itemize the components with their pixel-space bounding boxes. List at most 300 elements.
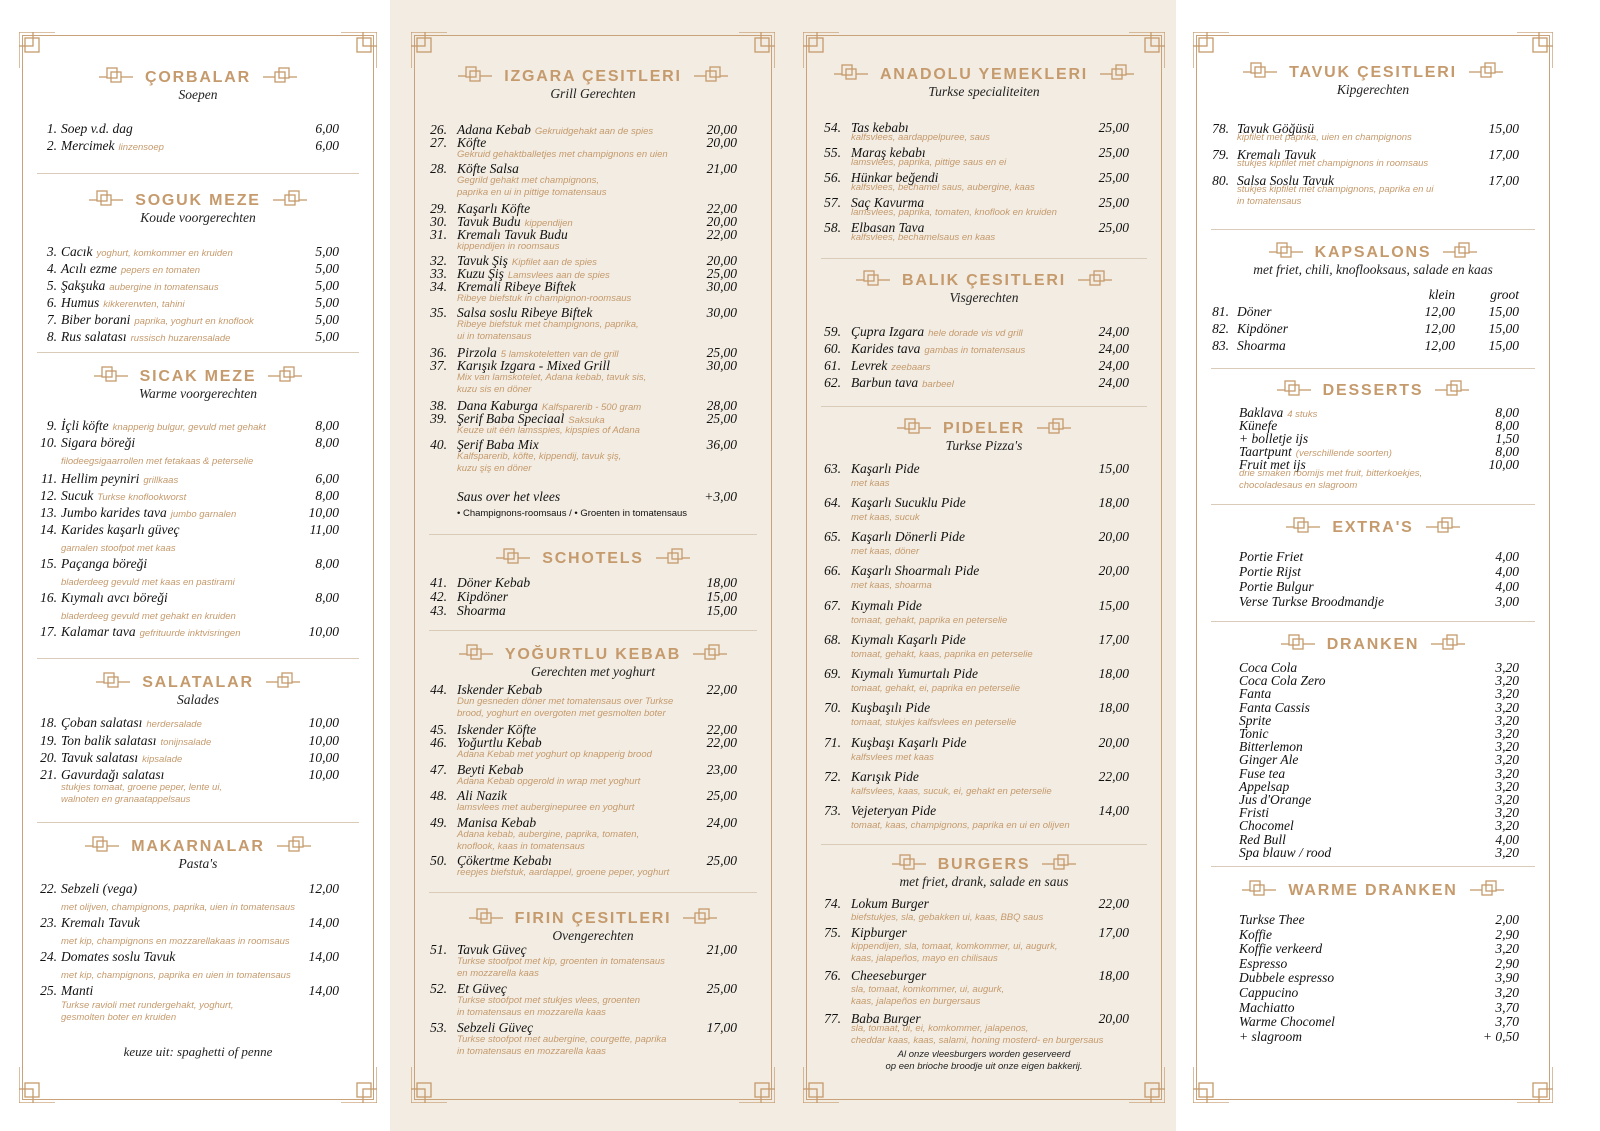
ornament-icon — [694, 64, 728, 86]
item-name-text: Koffie — [1239, 926, 1272, 942]
makarna-note: keuze uit: spaghetti of penne — [123, 1044, 273, 1059]
item-price: 20,00 — [1098, 529, 1129, 544]
item-subdescription: in tomatensaus en mozzarella kaas — [457, 1007, 606, 1018]
item-subdescription: in tomatensaus en mozzarella kaas — [457, 1046, 606, 1057]
item-price: 5,00 — [315, 278, 339, 293]
item-number: 74. — [824, 896, 841, 911]
item-subdescription: Ribeye biefstuk met champignons, paprika, — [457, 319, 639, 330]
item-name — [1239, 846, 1331, 860]
item-price: 15,00 — [1098, 461, 1129, 476]
item-subdescription: cheddar kaas, kaas, salami, honing mosterd- en burgersaus — [851, 1035, 1104, 1046]
item-subdescription: Adana kebab, aubergine, paprika, tomaten, — [457, 829, 640, 840]
item-name-text: + slagroom — [1239, 1028, 1302, 1044]
item-description: jumbo garnalen — [170, 509, 237, 520]
section-header — [807, 272, 1161, 312]
section-subtitle: Salades — [177, 692, 219, 707]
item-subdescription: met olijven, champignons, paprika, uien in tomatensaus — [61, 902, 295, 913]
item-number: 48. — [430, 788, 447, 803]
section-title — [1242, 882, 1503, 900]
section-title-row — [807, 66, 1161, 106]
item-name-text: Et Güveç — [457, 981, 507, 996]
item-subdescription: Keuze uit één lamsspies, kipspies of Adana — [457, 425, 640, 436]
size-small-label: klein — [1428, 287, 1455, 302]
item-price: 2,90 — [1495, 955, 1519, 971]
item-name-text: Manti — [61, 983, 94, 998]
item-description: herdersalade — [146, 719, 202, 730]
ornament-icon — [96, 670, 130, 692]
ornament-icon — [1281, 632, 1315, 654]
item-name-text: Döner — [1237, 304, 1272, 319]
item-number: 52. — [430, 981, 447, 996]
item-price: 8,00 — [1495, 405, 1519, 420]
ornament-icon — [1426, 515, 1460, 537]
ornament-icon — [89, 188, 123, 210]
menu-panel-1 — [22, 35, 374, 1100]
item-subdescription: en mozzarella kaas — [457, 968, 539, 979]
section-title-text: SCHOTELS — [542, 550, 644, 567]
item-price: 15,00 — [1098, 598, 1129, 613]
item-name — [61, 984, 93, 998]
item-name-text: Biber borani — [61, 312, 131, 327]
ornament-icon — [263, 65, 297, 87]
item-description: barbeel — [922, 379, 954, 390]
section-header — [807, 66, 1161, 106]
section-title — [1281, 636, 1466, 654]
item-price: 15,00 — [706, 589, 737, 604]
ornament-icon — [693, 642, 727, 664]
item-subdescription: Adana Kebab opgerold in wrap met yoghurt — [457, 776, 641, 787]
item-price: 22,00 — [706, 735, 737, 750]
item-subdescription: met kaas, döner — [851, 546, 920, 557]
item-number: 10. — [40, 435, 57, 450]
section-title — [1269, 244, 1478, 262]
item-subdescription: kalfsvlees, kaas, sucuk, ei, gehakt en peterselie — [851, 786, 1052, 797]
item-price: 5,00 — [315, 244, 339, 259]
item-number: 20. — [40, 750, 57, 765]
item-name — [457, 162, 519, 176]
section-title — [96, 674, 300, 692]
item-number: 78. — [1212, 121, 1229, 136]
item-name — [61, 734, 211, 750]
item-number: 79. — [1212, 147, 1229, 162]
item-name-text: Red Bull — [1239, 831, 1286, 847]
item-price: 22,00 — [1098, 769, 1129, 784]
item-name — [851, 599, 922, 613]
corner-ornament — [341, 1067, 377, 1103]
item-name-text: Cacık — [61, 244, 93, 259]
item-price: 22,00 — [706, 201, 737, 216]
ornament-icon — [1277, 378, 1311, 400]
item-price-small: 12,00 — [1424, 321, 1455, 336]
section-divider — [1211, 368, 1535, 369]
item-price: 24,00 — [1098, 324, 1129, 339]
corner-ornament — [1193, 32, 1229, 68]
item-name — [61, 557, 147, 571]
item-name-text: Kaşarlı Köfte — [457, 201, 531, 216]
item-name-text: Tonic — [1239, 726, 1269, 741]
item-name — [457, 789, 507, 803]
item-number: 36. — [430, 345, 447, 360]
section-divider — [429, 534, 757, 535]
item-price: 4,00 — [1495, 831, 1519, 847]
section-subtitle: Turkse Pizza's — [945, 438, 1023, 453]
item-number: 62. — [824, 375, 841, 390]
item-name-text: Tas kebabı — [851, 120, 909, 135]
item-name — [851, 926, 907, 940]
item-name — [851, 701, 930, 715]
menu-panel-2 — [414, 35, 772, 1100]
item-subdescription: Turkse stoofpot met aubergine, courgette, paprika — [457, 1034, 667, 1045]
item-name-text: Kaşarlı Pide — [851, 461, 920, 476]
item-number: 39. — [430, 411, 447, 426]
item-price-large: 15,00 — [1488, 304, 1519, 319]
item-subdescription: chocoladesaus en slagroom — [1239, 480, 1358, 491]
item-name — [1239, 913, 1305, 927]
section-divider — [1211, 229, 1535, 230]
item-name — [457, 736, 542, 750]
item-price: 30,00 — [706, 305, 737, 320]
item-name — [457, 228, 568, 242]
item-number: 13. — [40, 505, 57, 520]
item-price: 24,00 — [1098, 358, 1129, 373]
section-title — [99, 69, 297, 87]
section-title — [458, 68, 728, 86]
item-name — [61, 916, 140, 930]
item-name-text: Künefe — [1239, 418, 1278, 433]
item-name — [61, 768, 164, 782]
item-subdescription: stukjes kipfilet met champignons, paprika en ui — [1237, 184, 1434, 195]
item-name-text: Çoban salatası — [61, 715, 143, 730]
item-subdescription: walnoten en granaatappelsaus — [61, 794, 191, 805]
section-title-text: PIDELER — [943, 420, 1025, 437]
item-name-text: Tavuk Şiş — [457, 253, 508, 268]
item-number: 14. — [40, 522, 57, 537]
item-name — [1237, 339, 1286, 353]
burger-note: Al onze vleesburgers worden geserveerd — [897, 1049, 1071, 1060]
item-name-text: Shoarma — [1237, 338, 1286, 353]
item-name-text: Cheeseburger — [851, 968, 927, 983]
item-name-text: Sebzeli (vega) — [61, 881, 138, 896]
ornament-icon — [266, 670, 300, 692]
item-price-large: 15,00 — [1488, 338, 1519, 353]
ornament-icon — [1431, 632, 1465, 654]
item-price: 30,00 — [706, 279, 737, 294]
item-number: 35. — [430, 305, 447, 320]
item-price: 17,00 — [1098, 632, 1129, 647]
item-description: paprika, yoghurt en knoflook — [134, 316, 254, 327]
item-name-text: Kıymalı Kaşarlı Pide — [851, 632, 966, 647]
item-name-text: Döner Kebab — [457, 575, 531, 590]
item-name-text: Köfte — [457, 135, 487, 150]
item-number: 16. — [40, 590, 57, 605]
item-description: Turkse knoflookworst — [97, 492, 187, 503]
item-subdescription: lamsvlees met auberginepuree en yoghurt — [457, 802, 635, 813]
item-name-text: Yoğurtlu Kebab — [457, 735, 542, 750]
item-name-text: Cappucino — [1239, 985, 1299, 1000]
item-description: gambas in tomatensaus — [924, 345, 1026, 356]
section-subtitle: Kipgerechten — [1336, 82, 1410, 97]
item-price: 17,00 — [706, 1020, 737, 1035]
item-name — [457, 604, 506, 618]
item-name — [61, 716, 202, 732]
item-description: kippendijen — [524, 218, 573, 229]
item-name-text: Sebzeli Güveç — [457, 1020, 534, 1035]
section-title-text: MAKARNALAR — [131, 838, 265, 855]
item-price: 5,00 — [315, 295, 339, 310]
section-header — [415, 68, 771, 108]
item-description: kipsalade — [142, 754, 183, 765]
item-name-text: Sigara böreği — [61, 435, 136, 450]
ornament-icon — [834, 62, 868, 84]
item-price: 3,20 — [1495, 660, 1519, 675]
item-name-text: Salsa Soslu Tavuk — [1237, 173, 1335, 188]
burger-note: op een brioche broodje uit onze eigen bakkerij. — [885, 1061, 1083, 1072]
item-name-text: Ginger Ale — [1239, 752, 1299, 768]
item-price: 20,00 — [706, 253, 737, 268]
item-number: 83. — [1212, 338, 1229, 353]
item-name-text: Warme Chocomel — [1239, 1014, 1335, 1030]
item-price: 18,00 — [1098, 968, 1129, 983]
item-subdescription: reepjes biefstuk, aardappel, groene peper, yoghurt — [457, 867, 670, 878]
item-subdescription: ui in tomatensaus — [457, 331, 532, 342]
item-name — [1239, 986, 1298, 1000]
item-number: 63. — [824, 461, 841, 476]
section-divider — [1211, 866, 1535, 867]
item-price: 3,20 — [1495, 844, 1519, 860]
item-price: 3,20 — [1495, 765, 1519, 781]
item-name-text: Jus d'Orange — [1239, 792, 1312, 807]
item-name — [61, 262, 200, 278]
corner-ornament — [1129, 32, 1165, 68]
ornament-icon — [1242, 878, 1276, 900]
item-price: 8,00 — [315, 418, 339, 433]
section-title — [1243, 64, 1503, 82]
item-name — [457, 590, 508, 604]
item-name — [457, 854, 552, 868]
item-price: 24,00 — [706, 815, 737, 830]
item-price: 25,00 — [706, 411, 737, 426]
section-title-row — [1197, 64, 1549, 104]
item-price: 8,00 — [315, 488, 339, 503]
corner-ornament — [803, 1067, 839, 1103]
item-price: 3,20 — [1495, 726, 1519, 741]
item-name — [457, 943, 527, 957]
item-number: 42. — [430, 589, 447, 604]
corner-ornament — [19, 1067, 55, 1103]
item-price: 11,00 — [309, 522, 339, 537]
item-price: 3,00 — [1495, 594, 1519, 609]
section-header — [415, 646, 771, 686]
item-name-text: İçli köfte — [61, 418, 109, 433]
item-description: hele dorade vis vd grill — [928, 328, 1023, 339]
item-price: 22,00 — [706, 227, 737, 242]
item-price: 25,00 — [706, 345, 737, 360]
item-number: 57. — [824, 195, 841, 210]
item-number: 22. — [40, 881, 57, 896]
item-description: Lamsvlees aan de spies — [507, 270, 610, 281]
item-number: 47. — [430, 762, 447, 777]
item-subdescription: met kip, champignons, paprika en uien in tomatensaus — [61, 970, 291, 981]
ornament-icon — [94, 364, 128, 386]
item-number: 28. — [430, 161, 447, 176]
item-price: 14,00 — [308, 949, 339, 964]
item-name-text: Kaşarlı Shoarmalı Pide — [851, 563, 980, 578]
item-description: linzensoep — [118, 142, 164, 153]
item-price: 25,00 — [706, 266, 737, 281]
section-title-text: WARME DRANKEN — [1288, 882, 1458, 899]
item-price: 3,70 — [1495, 999, 1519, 1015]
item-name — [1237, 305, 1272, 319]
item-price: 6,00 — [315, 138, 339, 153]
item-name-text: Kremalı Tavuk — [1237, 147, 1316, 162]
item-subdescription: Ribeye biefstuk in champignon-roomsaus — [457, 293, 632, 304]
section-header — [23, 69, 373, 109]
section-divider — [1211, 504, 1535, 505]
item-subdescription: met kaas, shoarma — [851, 580, 932, 591]
item-description: tonijnsalade — [160, 737, 212, 748]
item-name-text: Ali Nazik — [457, 788, 507, 803]
item-price: 2,90 — [1495, 926, 1519, 942]
section-divider — [37, 173, 359, 174]
section-subtitle: Visgerechten — [949, 290, 1019, 305]
item-description: Kipfilet aan de spies — [511, 257, 597, 268]
item-name — [851, 376, 954, 392]
item-name — [61, 330, 230, 346]
item-subdescription: kippendijen in roomsaus — [457, 241, 560, 252]
section-title-text: FIRIN ÇESITLERI — [514, 910, 672, 927]
item-name-text: Kipburger — [851, 925, 907, 940]
item-number: 4. — [46, 261, 57, 276]
item-description: 5 lamskoteletten van de grill — [500, 349, 619, 360]
item-price: 18,00 — [706, 575, 737, 590]
section-header — [1197, 244, 1549, 284]
section-divider — [37, 822, 359, 823]
section-title-text: SICAK MEZE — [139, 368, 257, 385]
item-subdescription: bladerdeeg gevuld met kaas en pastirami — [61, 577, 235, 588]
item-description: knapperig bulgur, gevuld met gehakt — [112, 422, 266, 433]
item-subdescription: kuzu sis en döner — [457, 384, 532, 395]
item-price: 25,00 — [1098, 195, 1129, 210]
item-price: 25,00 — [1098, 170, 1129, 185]
item-subdescription: kipfilet met paprika, uien en champignons — [1237, 132, 1412, 143]
item-name — [851, 496, 966, 510]
item-description: yoghurt, komkommer en kruiden — [96, 248, 233, 259]
item-price: 25,00 — [1098, 120, 1129, 135]
item-name-text: Fanta — [1239, 686, 1272, 702]
ornament-icon — [268, 364, 302, 386]
item-name — [1237, 322, 1288, 336]
ornament-icon — [1078, 268, 1112, 290]
section-subtitle: Gerechten met yoghurt — [531, 664, 655, 679]
section-subtitle: Warme voorgerechten — [138, 386, 258, 401]
section-title-text: ANADOLU YEMEKLERI — [879, 66, 1089, 83]
item-name-text: Kaşarlı Sucuklu Pide — [851, 495, 966, 510]
item-name — [61, 882, 137, 896]
section-title-text: YOĞURTLU KEBAB — [504, 646, 682, 663]
item-subdescription: lamsvlees, paprika, tomaten, knoflook en kruiden — [851, 207, 1057, 218]
item-name — [457, 816, 536, 830]
item-number: 61. — [824, 358, 841, 373]
item-name — [61, 625, 241, 641]
item-number: 72. — [824, 769, 841, 784]
item-name — [61, 139, 164, 155]
section-divider — [1211, 621, 1535, 622]
item-number: 80. — [1212, 173, 1229, 188]
item-price-large: 15,00 — [1488, 321, 1519, 336]
item-name — [457, 306, 592, 320]
item-number: 58. — [824, 220, 841, 235]
item-name — [1239, 957, 1287, 971]
section-title — [94, 368, 303, 386]
item-name-text: Domates soslu Tavuk — [61, 949, 176, 964]
item-name-text: Şakşuka — [61, 278, 106, 293]
item-subdescription: kalfsvlees, aardappelpuree, saus — [851, 132, 990, 143]
section-header — [807, 420, 1161, 460]
item-price: 25,00 — [706, 853, 737, 868]
ornament-icon — [277, 834, 311, 856]
item-price: 3,20 — [1495, 739, 1519, 755]
item-number: 11. — [41, 471, 57, 486]
item-name-text: Kuşbaşı Kaşarlı Pide — [851, 735, 967, 750]
item-number: 41. — [430, 575, 447, 590]
item-name-text: Salsa soslu Ribeye Biftek — [457, 305, 593, 320]
item-name-text: Kıymalı Yumurtalı Pide — [851, 666, 979, 681]
item-number: 65. — [824, 529, 841, 544]
corner-ornament — [411, 1067, 447, 1103]
section-title — [1286, 519, 1459, 537]
section-divider — [429, 630, 757, 631]
item-name — [61, 591, 168, 605]
item-subdescription: met kip, champignons en mozzarellakaas in roomsaus — [61, 936, 290, 947]
ornament-icon — [1469, 60, 1503, 82]
ornament-icon — [856, 268, 890, 290]
item-number: 40. — [430, 437, 447, 452]
item-number: 15. — [40, 556, 57, 571]
section-title-text: ÇORBALAR — [145, 69, 251, 86]
item-description: gefrituurde inktvisringen — [139, 628, 241, 639]
corner-ornament — [341, 32, 377, 68]
item-price: 4,00 — [1495, 549, 1519, 564]
item-subdescription: kaas, jalapeños en burgersaus — [851, 996, 981, 1007]
section-title-row — [807, 272, 1161, 312]
item-price: 8,00 — [315, 435, 339, 450]
item-name — [61, 436, 135, 450]
section-header — [23, 192, 373, 232]
item-subdescription: biefstukjes, sla, gebakken ui, kaas, BBQ saus — [851, 912, 1044, 923]
item-subdescription: Gekruid gehaktballetjes met champignons en uien — [457, 149, 668, 160]
item-subdescription: kalfsvlees, bechamel saus, aubergine, kaas — [851, 182, 1035, 193]
item-price: 22,00 — [1098, 896, 1129, 911]
item-name — [1239, 1001, 1295, 1015]
section-divider — [821, 406, 1147, 407]
item-name-text: Coca Cola — [1239, 660, 1298, 675]
item-name-text: Çupra Izgara — [851, 324, 925, 339]
item-name-text: Bitterlemon — [1239, 739, 1303, 755]
item-price: 10,00 — [1488, 457, 1519, 472]
item-name-text: Espresso — [1239, 955, 1288, 971]
item-name-text: Çökertme Kebabı — [457, 853, 552, 868]
item-price: 10,00 — [308, 767, 339, 782]
item-price: 3,20 — [1495, 778, 1519, 794]
item-number: 53. — [430, 1020, 447, 1035]
item-price: 25,00 — [1098, 145, 1129, 160]
item-number: 73. — [824, 803, 841, 818]
item-name-text: Elbasan Tava — [851, 220, 925, 235]
item-name — [61, 122, 133, 136]
section-subtitle: Koude voorgerechten — [140, 210, 256, 225]
item-number: 44. — [430, 682, 447, 697]
item-name-text: Taartpunt — [1239, 444, 1292, 459]
